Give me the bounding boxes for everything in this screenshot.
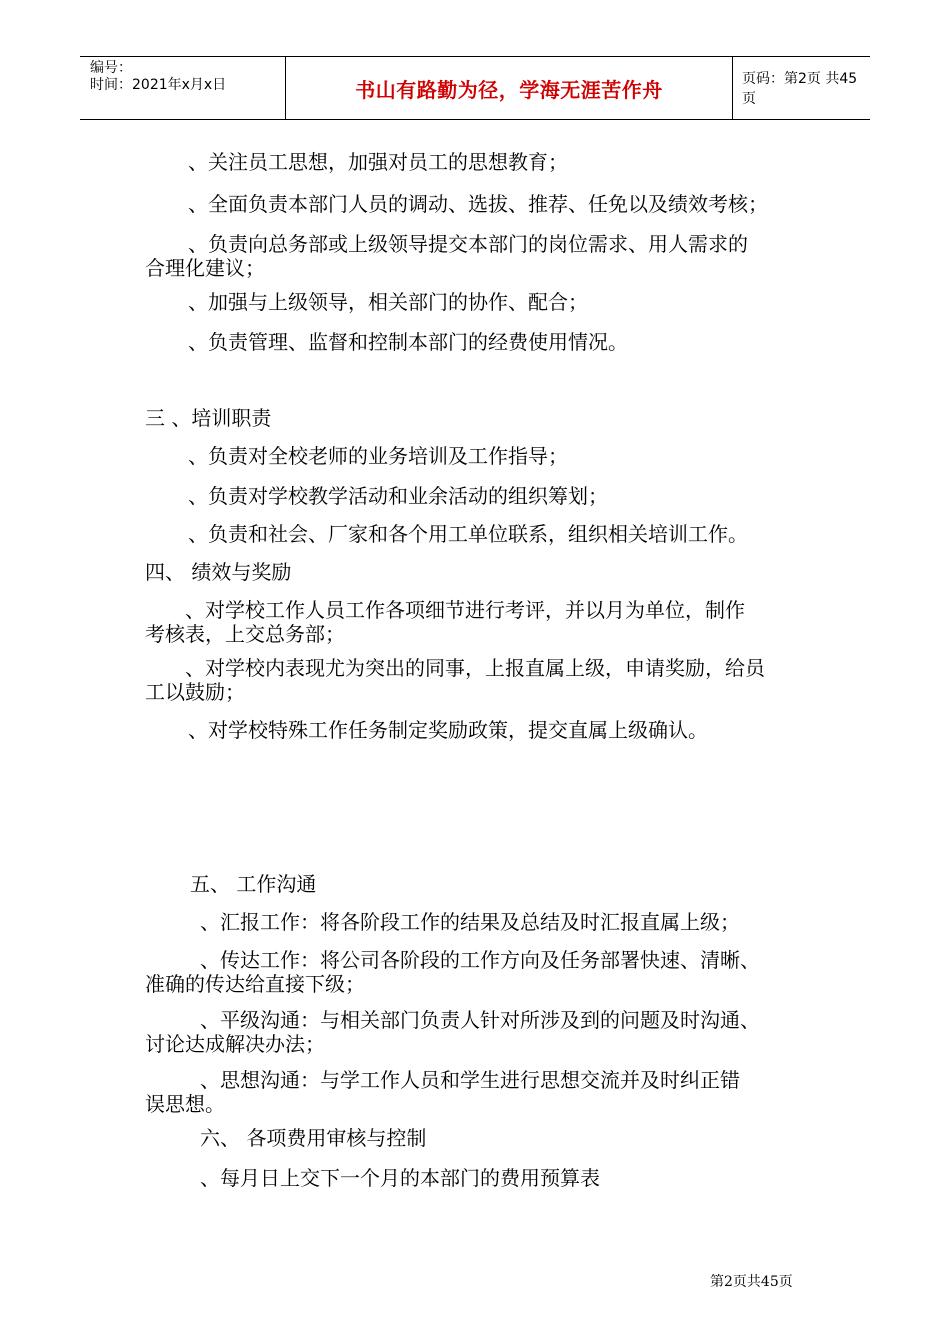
paragraph: 、全面负责本部门人员的调动、选拔、推荐、任免以及绩效考核； xyxy=(188,192,768,216)
date-label: 时间：2021年x月x日 xyxy=(90,77,227,93)
paragraph: 、关注员工思想，加强对员工的思想教育； xyxy=(188,150,568,174)
paragraph: 、负责和社会、厂家和各个用工单位联系，组织相关培训工作。 xyxy=(188,522,748,546)
paragraph-line: 误思想。 xyxy=(145,1092,225,1116)
footer-page-info: 第2页共45页 xyxy=(710,1274,793,1290)
paragraph: 、加强与上级领导，相关部门的协作、配合； xyxy=(188,290,588,314)
paragraph-line: 工以鼓励； xyxy=(145,680,245,704)
paragraph xyxy=(145,598,745,646)
paragraph-line: 、对学校内表现尤为突出的同事，上报直属上级，申请奖励，给员 xyxy=(185,656,765,680)
paragraph xyxy=(145,948,760,996)
header-motto: 书山有路勤为径，学海无涯苦作舟 xyxy=(355,77,663,102)
paragraph: 、负责对全校老师的业务培训及工作指导； xyxy=(188,444,568,468)
paragraph-line: 、传达工作：将公司各阶段的工作方向及任务部署快速、清晰、 xyxy=(200,948,760,972)
page-header xyxy=(80,56,870,120)
paragraph: 、负责对学校教学活动和业余活动的组织筹划； xyxy=(188,484,608,508)
paragraph xyxy=(145,1068,740,1116)
header-divider xyxy=(732,57,733,119)
header-meta xyxy=(80,57,280,119)
paragraph xyxy=(145,1008,760,1056)
header-page-info: 页码：第2页 共45页 xyxy=(742,71,858,107)
paragraph-line: 准确的传达给直接下级； xyxy=(145,972,365,996)
paragraph-line: 、负责向总务部或上级领导提交本部门的岗位需求、用人需求的 xyxy=(188,232,748,256)
paragraph: 、每月日上交下一个月的本部门的费用预算表 xyxy=(200,1166,600,1190)
section-heading: 六、 各项费用审核与控制 xyxy=(200,1126,427,1150)
paragraph: 、负责管理、监督和控制本部门的经费使用情况。 xyxy=(188,330,628,354)
paragraph-line: 合理化建议； xyxy=(145,256,265,280)
paragraph-line: 讨论达成解决办法； xyxy=(145,1032,325,1056)
paragraph-line: 、思想沟通：与学工作人员和学生进行思想交流并及时纠正错 xyxy=(200,1068,740,1092)
paragraph-line: 考核表，上交总务部； xyxy=(145,622,345,646)
section-heading: 五、 工作沟通 xyxy=(190,872,317,896)
number-label: 编号： xyxy=(90,60,132,76)
section-heading: 四、 绩效与奖励 xyxy=(145,560,292,584)
paragraph-line: 、对学校工作人员工作各项细节进行考评，并以月为单位，制作 xyxy=(185,598,745,622)
section-heading: 三 、培训职责 xyxy=(145,406,272,430)
paragraph: 、对学校特殊工作任务制定奖励政策，提交直属上级确认。 xyxy=(188,718,708,742)
paragraph-line: 、平级沟通：与相关部门负责人针对所涉及到的问题及时沟通、 xyxy=(200,1008,760,1032)
paragraph xyxy=(145,656,765,704)
paragraph: 、汇报工作：将各阶段工作的结果及总结及时汇报直属上级； xyxy=(200,910,740,934)
paragraph xyxy=(145,232,748,280)
